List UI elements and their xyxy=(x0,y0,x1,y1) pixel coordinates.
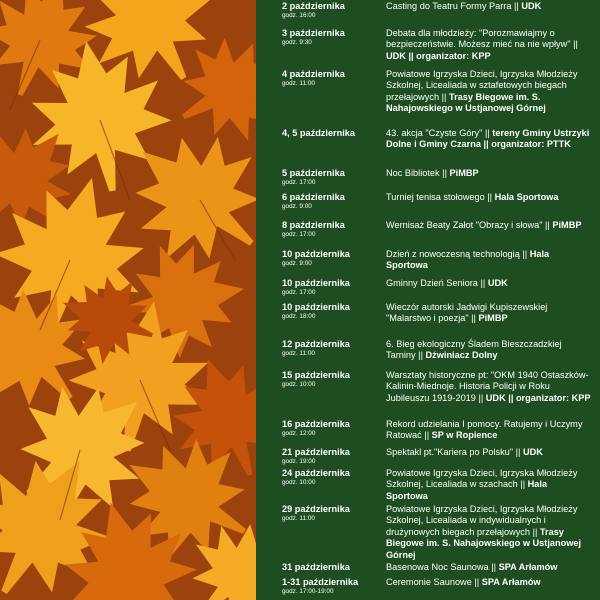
separator: || xyxy=(475,392,486,403)
event-venue: Hala Sportowa xyxy=(494,192,559,202)
event-time: godz. 9:30 xyxy=(282,39,312,46)
separator: || xyxy=(477,278,488,288)
event-description xyxy=(386,562,591,573)
event-text: 6. Bieg ekologiczny Śladem Bieszczadzkiej Tarniny xyxy=(386,339,562,361)
event-venue: Trasy Biegowe im. S. Nahajowskiego w Ustjanowej Górnej xyxy=(386,91,546,114)
event-text: Wernisaż Beaty Załot "Obrazy i słowa" xyxy=(386,220,543,230)
event-time: godz. 11:00 xyxy=(282,80,315,87)
event-date: 16 października xyxy=(282,419,350,429)
event-time: godz. 17:00 xyxy=(282,231,316,238)
event-venue: Dźwiniacz Dolny xyxy=(425,350,498,361)
event-venue: UDK || organizator: KPP xyxy=(386,50,491,61)
event-time: godz. 17:00 xyxy=(282,289,316,296)
event-time: godz. 10:00 xyxy=(282,381,316,388)
event-description xyxy=(386,339,591,362)
event-venue: SPA Arłamów xyxy=(481,577,541,587)
event-date: 6 października xyxy=(282,192,345,202)
event-time: godz. 9:00 xyxy=(282,203,312,210)
event-time: godz. 17:00-19:00 xyxy=(282,588,334,595)
event-date: 2 października xyxy=(282,1,345,11)
event-time: godz. 9:00 xyxy=(282,260,312,267)
event-description xyxy=(386,69,591,115)
event-text: Powiatowe Igrzyska Dzieci, Igrzyska Młodzieży Szkolnej, Licealiada w indywidualnych i drużynowych biegach przełajowych xyxy=(386,504,578,537)
separator: || xyxy=(415,350,426,361)
event-date: 3 października xyxy=(282,28,345,38)
separator: || xyxy=(570,39,578,50)
separator: || xyxy=(513,447,523,457)
event-text: Turniej tenisa stołowego xyxy=(386,192,485,202)
event-venue: PiMBP xyxy=(449,168,479,178)
event-description xyxy=(386,278,591,289)
event-time: godz. 11:00 xyxy=(282,350,315,357)
separator: || xyxy=(542,220,553,230)
event-text: 43. akcja "Czyste Góry" xyxy=(386,128,483,138)
separator: || xyxy=(439,91,449,102)
event-date: 8 października xyxy=(282,220,345,230)
event-date: 12 października xyxy=(282,339,350,349)
event-venue: PiMBP xyxy=(552,220,582,230)
event-date: 29 października xyxy=(282,504,350,514)
event-text: Basenowa Noc Saunowa xyxy=(386,562,489,572)
events-panel xyxy=(256,0,600,600)
separator: || xyxy=(471,577,482,587)
event-date: 31 października xyxy=(282,562,350,572)
event-venue: SP w Ropience xyxy=(431,430,498,441)
event-date: 5 października xyxy=(282,168,345,178)
separator: || xyxy=(421,430,432,441)
separator: || xyxy=(530,526,540,537)
separator: || xyxy=(519,249,530,259)
event-venue: Trasy Biegowe im. S. Nahajowskiego w Ustjanowej Górnej xyxy=(386,526,582,560)
event-venue: UDK xyxy=(521,1,542,11)
event-time: godz. 16:00 xyxy=(282,12,316,19)
event-description xyxy=(386,168,591,179)
event-venue: Hala Sportowa xyxy=(386,479,548,501)
event-description xyxy=(386,220,591,231)
event-text: Gminny Dzień Seniora xyxy=(386,278,478,288)
event-venue: UDK xyxy=(522,447,543,457)
event-venue: PiMBP xyxy=(478,313,508,324)
separator: || xyxy=(511,1,522,11)
event-text: Dzień z nowoczesną technologią xyxy=(386,249,520,259)
separator: || xyxy=(517,479,528,490)
event-description xyxy=(386,468,591,502)
event-text: Warsztaty historyczne pt: "OKM 1940 Ostaszków-Kalinin-Miednoje. Historia Policji w Roku Jubileuszu 1919-2019 xyxy=(386,370,589,403)
event-text: Noc Bibliotek xyxy=(386,168,440,178)
event-date: 10 października xyxy=(282,278,350,288)
event-date: 4, 5 października xyxy=(282,128,356,138)
separator: || xyxy=(439,168,450,178)
event-venue: tereny Gminy Ustrzyki Dolne i Gminy Czarna || organizator: PTTK xyxy=(386,128,590,150)
event-venue: Hala Sportowa xyxy=(386,249,550,271)
event-venue: UDK xyxy=(487,278,508,288)
separator: || xyxy=(468,313,479,324)
event-text: Rekord udzielania I pomocy. Ratujemy i Uczymy Ratować xyxy=(386,419,583,441)
event-venue: SPA Arłamów xyxy=(498,562,558,572)
event-description xyxy=(386,302,591,325)
event-text: Debata dla młodzieży: "Porozmawiajmy o bezpieczeństwie. Możesz mieć na nie wpływ" xyxy=(386,28,571,50)
autumn-leaves-photo xyxy=(0,0,256,600)
event-text: Powiatowe Igrzyska Dzieci, Igrzyska Młodzieży Szkolnej, Licealiada w szachach xyxy=(386,468,578,490)
event-date: 15 października xyxy=(282,370,350,380)
event-description xyxy=(386,249,591,272)
event-description xyxy=(386,370,591,404)
event-text: Ceremonie Saunowe xyxy=(386,577,472,587)
event-text: Spektakl pt."Kariera po Polsku" xyxy=(386,447,514,457)
event-description xyxy=(386,419,591,442)
event-text: Casting do Teatru Formy Parra xyxy=(386,1,512,11)
event-time: godz. 10:00 xyxy=(282,479,316,486)
event-date: 24 października xyxy=(282,468,350,478)
event-date: 10 października xyxy=(282,249,350,259)
event-venue: UDK || organizator: KPP xyxy=(485,392,591,403)
event-date: 21 października xyxy=(282,447,350,457)
event-description xyxy=(386,504,591,561)
event-description xyxy=(386,28,591,62)
event-time: godz. 19:00 xyxy=(282,458,316,465)
event-time: godz. 17:00 xyxy=(282,179,316,186)
event-description xyxy=(386,1,591,12)
event-description xyxy=(386,128,591,151)
event-time: godz. 18:00 xyxy=(282,313,316,320)
event-date: 1-31 października xyxy=(282,577,359,587)
event-text: Wieczór autorski Jadwigi Kupiszewskiej "Malarstwo i poezja" xyxy=(386,302,548,324)
event-date: 10 października xyxy=(282,302,350,312)
event-description xyxy=(386,577,591,588)
event-description xyxy=(386,447,591,458)
event-text: Powiatowe Igrzyska Dzieci, Igrzyska Młodzieży Szkolnej, Licealiada w sztafetowych biegach przełajowych xyxy=(386,69,578,102)
event-time: godz. 11:00 xyxy=(282,515,315,522)
event-time: godz. 12:00 xyxy=(282,430,316,437)
separator: || xyxy=(482,128,493,138)
event-date: 4 października xyxy=(282,69,345,79)
separator: || xyxy=(484,192,495,202)
event-description xyxy=(386,192,591,203)
separator: || xyxy=(488,562,499,572)
